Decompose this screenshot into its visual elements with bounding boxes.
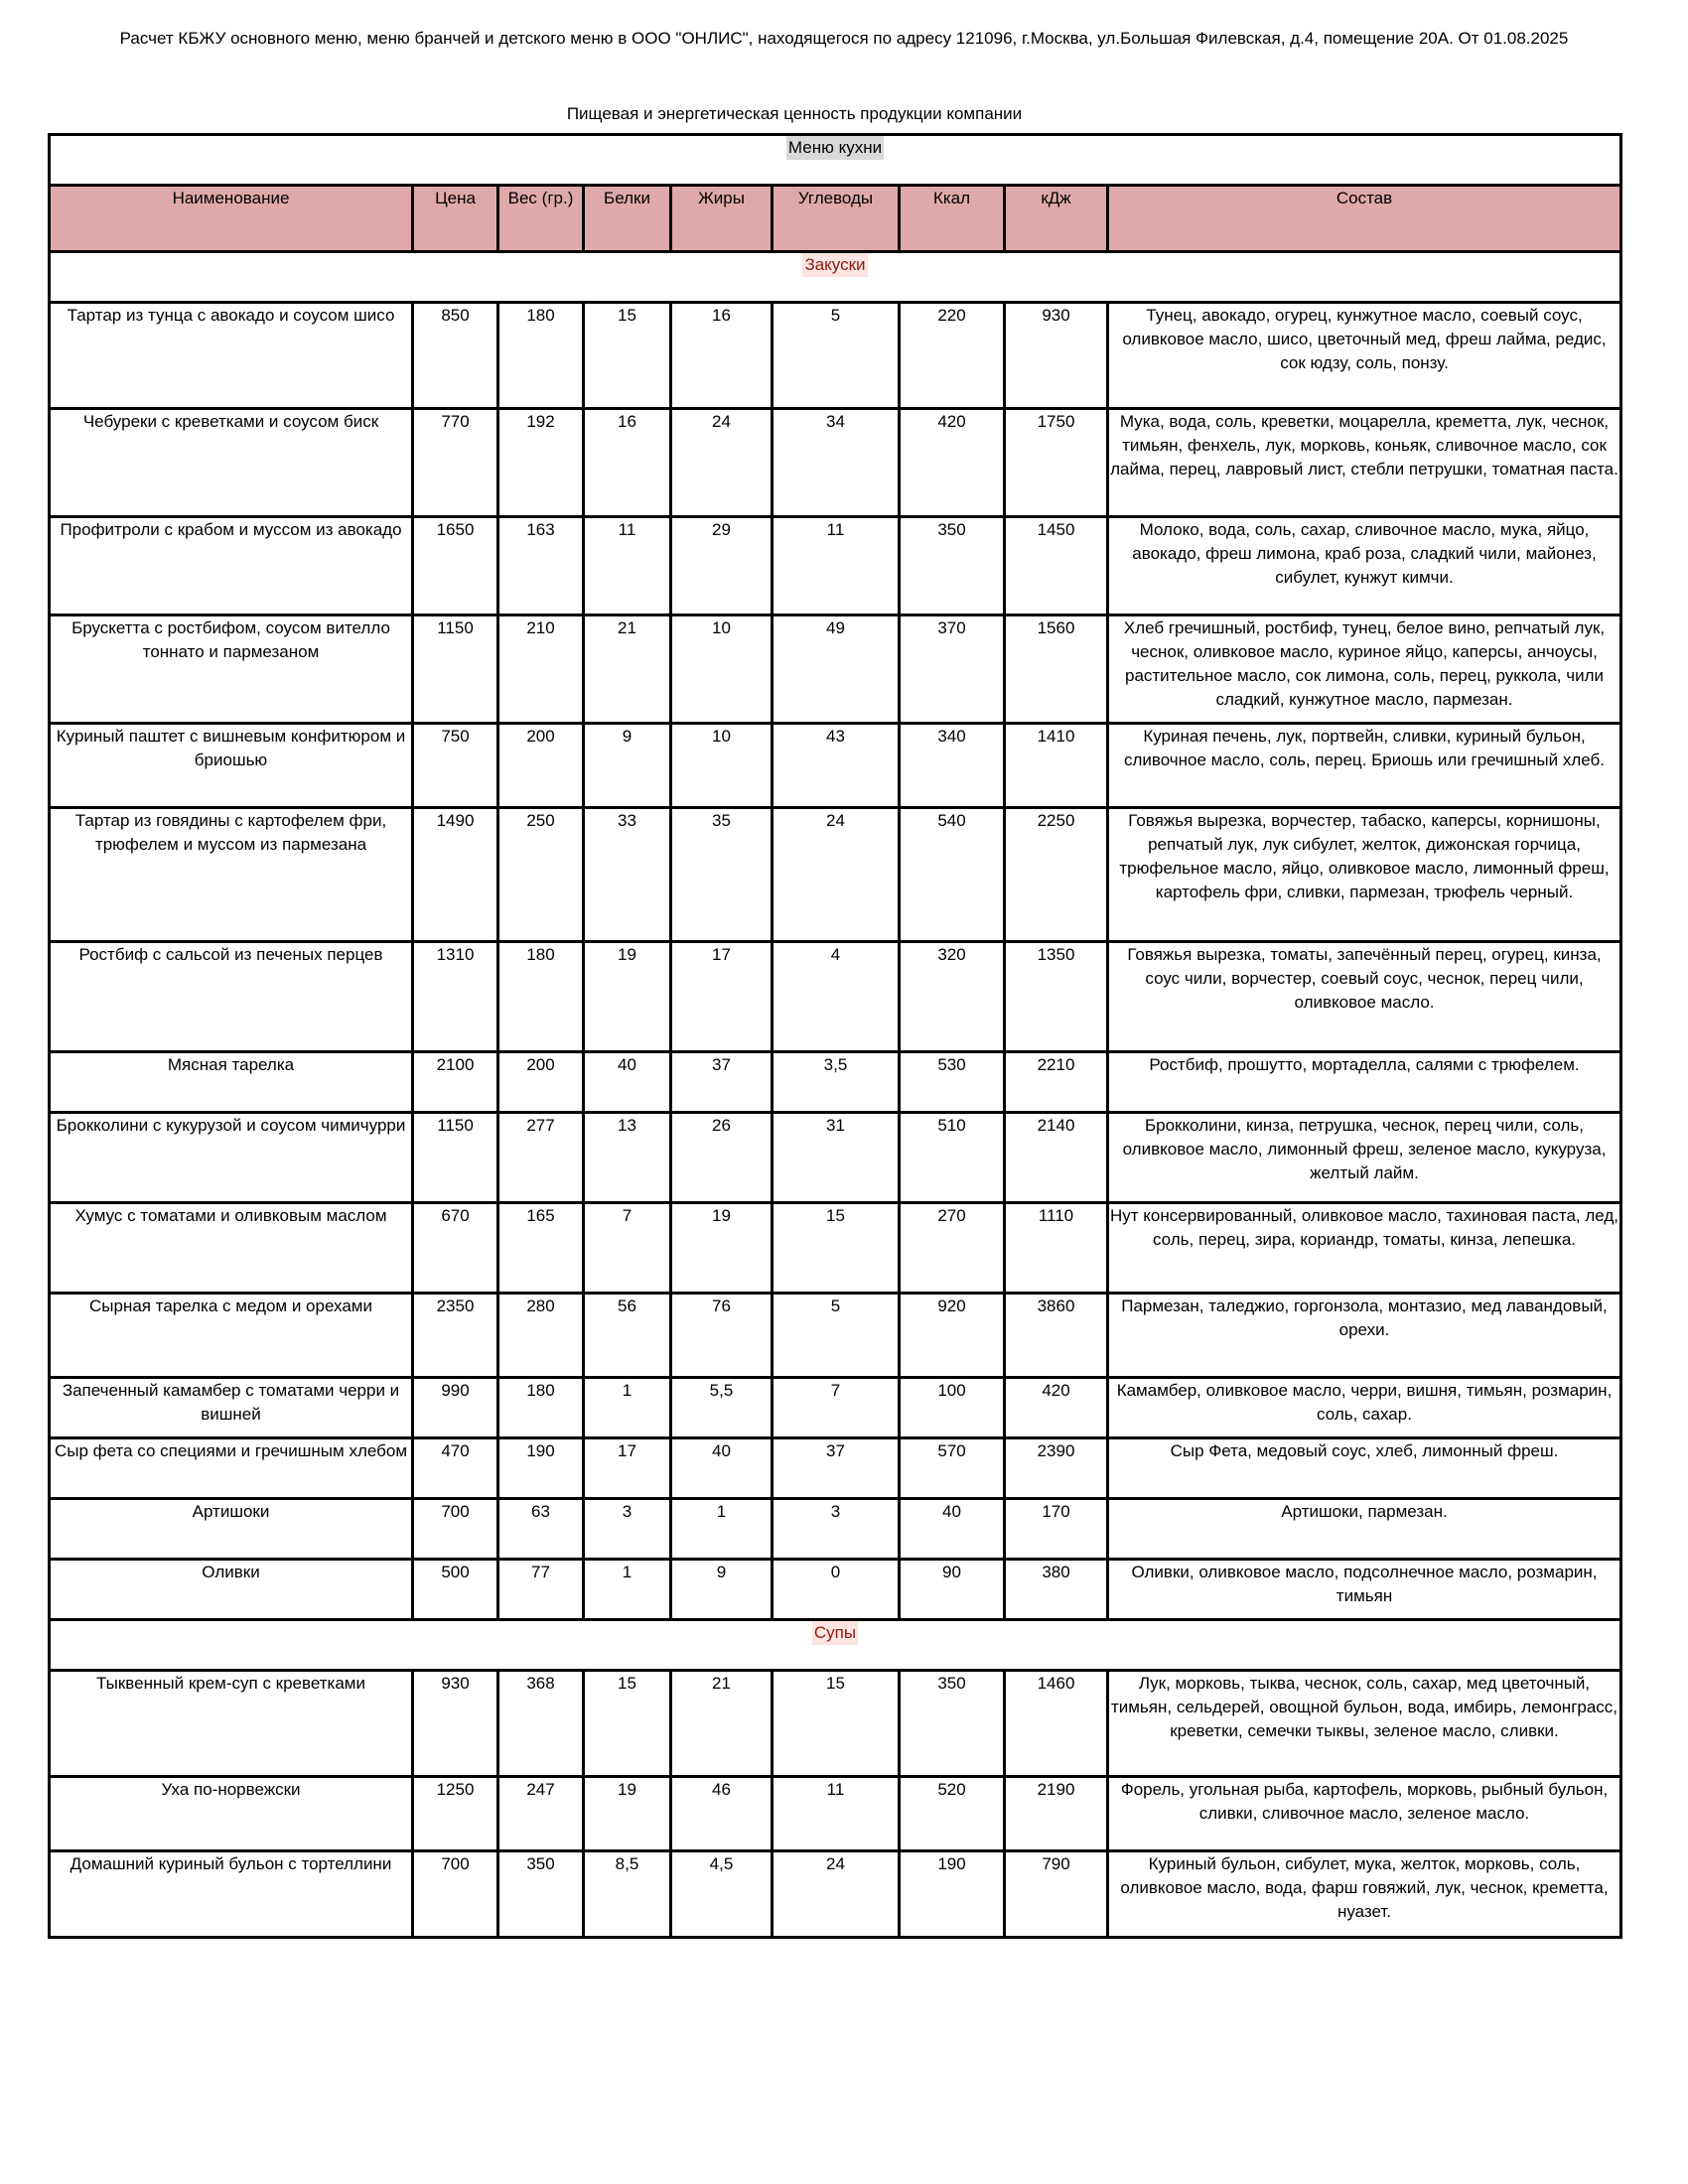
cell-carbs: 5 [773,303,900,409]
cell-kcal: 350 [900,517,1005,615]
cell-weight: 165 [498,1203,584,1294]
cell-name: Тартар из тунца с авокадо и соусом шисо [50,303,413,409]
cell-price: 770 [413,409,498,517]
cell-protein: 16 [584,409,671,517]
cell-kcal: 190 [900,1851,1005,1938]
cell-kcal: 320 [900,942,1005,1052]
cell-protein: 1 [584,1560,671,1620]
cell-name: Запеченный камамбер с томатами черри и вишней [50,1378,413,1438]
cell-weight: 63 [498,1499,584,1560]
table-row [50,517,1621,615]
cell-fat: 29 [671,517,773,615]
header-carbs: Углеводы [773,186,900,252]
cell-weight: 192 [498,409,584,517]
cell-weight: 280 [498,1294,584,1378]
cell-weight: 350 [498,1851,584,1938]
cell-weight: 200 [498,1052,584,1113]
cell-protein: 17 [584,1438,671,1499]
cell-composition: Форель, угольная рыба, картофель, морковь, рыбный бульон, сливки, сливочное масло, зеленое масло. [1108,1777,1621,1851]
cell-price: 1150 [413,615,498,724]
table-row [50,1438,1621,1499]
cell-carbs: 49 [773,615,900,724]
cell-weight: 77 [498,1560,584,1620]
cell-carbs: 34 [773,409,900,517]
cell-carbs: 43 [773,724,900,808]
cell-name: Домашний куриный бульон с тортеллини [50,1851,413,1938]
cell-name: Куриный паштет с вишневым конфитюром и бриошью [50,724,413,808]
cell-carbs: 0 [773,1560,900,1620]
cell-kj: 2140 [1005,1113,1108,1203]
cell-carbs: 15 [773,1671,900,1777]
cell-kcal: 520 [900,1777,1005,1851]
cell-composition: Молоко, вода, соль, сахар, сливочное масло, мука, яйцо, авокадо, фреш лимона, краб роза, сладкий чили, майонез, сибулет, кунжут кимчи. [1108,517,1621,615]
table-row [50,1378,1621,1438]
cell-carbs: 5 [773,1294,900,1378]
cell-price: 2350 [413,1294,498,1378]
header-name: Наименование [50,186,413,252]
header-price: Цена [413,186,498,252]
cell-fat: 21 [671,1671,773,1777]
cell-weight: 368 [498,1671,584,1777]
cell-fat: 10 [671,615,773,724]
cell-name: Чебуреки с креветками и соусом биск [50,409,413,517]
cell-protein: 21 [584,615,671,724]
table-row [50,1851,1621,1938]
cell-composition: Мука, вода, соль, креветки, моцарелла, креметта, лук, чеснок, тимьян, фенхель, лук, морковь, коньяк, сливочное масло, сок лайма, перец, лавровый лист, стебли петрушки, томатная паста. [1108,409,1621,517]
cell-kj: 2190 [1005,1777,1108,1851]
table-row [50,1052,1621,1113]
cell-composition: Говяжья вырезка, томаты, запечённый перец, огурец, кинза, соус чили, ворчестер, соевый соус, чеснок, перец чили, оливковое масло. [1108,942,1621,1052]
cell-carbs: 4 [773,942,900,1052]
cell-weight: 180 [498,1378,584,1438]
cell-protein: 8,5 [584,1851,671,1938]
cell-fat: 35 [671,808,773,942]
cell-protein: 9 [584,724,671,808]
cell-fat: 16 [671,303,773,409]
table-row [50,1671,1621,1777]
cell-fat: 26 [671,1113,773,1203]
cell-name: Тыквенный крем-суп с креветками [50,1671,413,1777]
cell-composition: Хлеб гречишный, ростбиф, тунец, белое вино, репчатый лук, чеснок, оливковое масло, куриное яйцо, каперсы, анчоусы, растительное масло, сок лимона, соль, перец, руккола, чили сладкий, кунжутное масло, пармезан. [1108,615,1621,724]
table-row [50,303,1621,409]
cell-protein: 56 [584,1294,671,1378]
cell-protein: 33 [584,808,671,942]
cell-price: 1650 [413,517,498,615]
cell-name: Ростбиф с сальсой из печеных перцев [50,942,413,1052]
cell-price: 1250 [413,1777,498,1851]
cell-composition: Ростбиф, прошутто, мортаделла, салями с трюфелем. [1108,1052,1621,1113]
cell-protein: 15 [584,303,671,409]
cell-carbs: 24 [773,808,900,942]
cell-composition: Сыр Фета, медовый соус, хлеб, лимонный фреш. [1108,1438,1621,1499]
cell-protein: 15 [584,1671,671,1777]
cell-fat: 46 [671,1777,773,1851]
cell-fat: 37 [671,1052,773,1113]
cell-carbs: 11 [773,517,900,615]
cell-price: 500 [413,1560,498,1620]
cell-protein: 1 [584,1378,671,1438]
cell-composition: Оливки, оливковое масло, подсолнечное масло, розмарин, тимьян [1108,1560,1621,1620]
cell-protein: 13 [584,1113,671,1203]
cell-price: 1490 [413,808,498,942]
cell-protein: 40 [584,1052,671,1113]
cell-price: 850 [413,303,498,409]
cell-carbs: 3,5 [773,1052,900,1113]
cell-price: 990 [413,1378,498,1438]
header-protein: Белки [584,186,671,252]
cell-protein: 3 [584,1499,671,1560]
cell-kj: 1110 [1005,1203,1108,1294]
cell-composition: Нут консервированный, оливковое масло, тахиновая паста, лед, соль, перец, зира, кориандр, томаты, кинза, лепешка. [1108,1203,1621,1294]
nutrition-table [48,133,1622,1939]
section-title-cell [50,1620,1621,1671]
cell-kcal: 420 [900,409,1005,517]
cell-protein: 19 [584,942,671,1052]
cell-fat: 5,5 [671,1378,773,1438]
cell-kcal: 570 [900,1438,1005,1499]
header-composition: Состав [1108,186,1621,252]
cell-weight: 210 [498,615,584,724]
cell-kcal: 340 [900,724,1005,808]
cell-weight: 250 [498,808,584,942]
cell-name: Оливки [50,1560,413,1620]
menu-title-row [50,135,1621,186]
document-title: Расчет КБЖУ основного меню, меню бранчей и детского меню в ООО "ОНЛИС", находящегося по адресу 121096, г.Москва, ул.Большая Филевская, д.4, помещение 20А. От 01.08.2025 [119,29,1569,48]
cell-weight: 163 [498,517,584,615]
cell-kj: 3860 [1005,1294,1108,1378]
cell-price: 2100 [413,1052,498,1113]
cell-composition: Брокколини, кинза, петрушка, чеснок, перец чили, соль, оливковое масло, лимонный фреш, зеленое масло, кукуруза, желтый лайм. [1108,1113,1621,1203]
cell-carbs: 3 [773,1499,900,1560]
cell-kj: 1560 [1005,615,1108,724]
cell-kcal: 350 [900,1671,1005,1777]
cell-name: Сыр фета со специями и гречишным хлебом [50,1438,413,1499]
cell-kj: 2210 [1005,1052,1108,1113]
table-row [50,1113,1621,1203]
cell-fat: 40 [671,1438,773,1499]
cell-carbs: 11 [773,1777,900,1851]
cell-kj: 2390 [1005,1438,1108,1499]
cell-price: 1310 [413,942,498,1052]
cell-carbs: 37 [773,1438,900,1499]
cell-fat: 9 [671,1560,773,1620]
cell-fat: 76 [671,1294,773,1378]
cell-composition: Камамбер, оливковое масло, черри, вишня, тимьян, розмарин, соль, сахар. [1108,1378,1621,1438]
cell-fat: 24 [671,409,773,517]
cell-kj: 1750 [1005,409,1108,517]
menu-title: Меню кухни [786,136,884,160]
table-row [50,1560,1621,1620]
cell-carbs: 7 [773,1378,900,1438]
header-kcal: Ккал [900,186,1005,252]
cell-kcal: 100 [900,1378,1005,1438]
cell-kj: 1460 [1005,1671,1108,1777]
cell-kcal: 530 [900,1052,1005,1113]
cell-weight: 190 [498,1438,584,1499]
cell-fat: 17 [671,942,773,1052]
cell-protein: 19 [584,1777,671,1851]
table-row [50,1294,1621,1378]
cell-weight: 180 [498,303,584,409]
cell-weight: 277 [498,1113,584,1203]
section-title-cell [50,252,1621,303]
cell-composition: Лук, морковь, тыква, чеснок, соль, сахар, мед цветочный, тимьян, сельдерей, овощной бульон, вода, имбирь, лемонграсс, креветки, семечки тыквы, зеленое масло, сливки. [1108,1671,1621,1777]
table-row [50,1499,1621,1560]
cell-name: Тартар из говядины с картофелем фри, трюфелем и муссом из пармезана [50,808,413,942]
cell-composition: Тунец, авокадо, огурец, кунжутное масло, соевый соус, оливковое масло, шисо, цветочный мед, фреш лайма, редис, сок юдзу, соль, понзу. [1108,303,1621,409]
cell-kcal: 540 [900,808,1005,942]
cell-kj: 380 [1005,1560,1108,1620]
cell-fat: 10 [671,724,773,808]
cell-kcal: 920 [900,1294,1005,1378]
header-row [50,186,1621,252]
cell-kj: 1350 [1005,942,1108,1052]
cell-composition: Куриный бульон, сибулет, мука, желток, морковь, соль, оливковое масло, вода, фарш говяжий, лук, чеснок, креметта, нуазет. [1108,1851,1621,1938]
table-row [50,724,1621,808]
cell-composition: Артишоки, пармезан. [1108,1499,1621,1560]
cell-kj: 790 [1005,1851,1108,1938]
cell-kj: 420 [1005,1378,1108,1438]
table-caption: Пищевая и энергетическая ценность продукции компании [566,104,1023,123]
cell-name: Брускетта с ростбифом, соусом вителло тоннато и пармезаном [50,615,413,724]
cell-kj: 930 [1005,303,1108,409]
cell-price: 470 [413,1438,498,1499]
cell-composition: Говяжья вырезка, ворчестер, табаско, каперсы, корнишоны, репчатый лук, лук сибулет, желток, дижонская горчица, трюфельное масло, яйцо, оливковое масло, лимонный фреш, картофель фри, сливки, пармезан, трюфель черный. [1108,808,1621,942]
header-fat: Жиры [671,186,773,252]
cell-kj: 1410 [1005,724,1108,808]
cell-name: Мясная тарелка [50,1052,413,1113]
cell-weight: 247 [498,1777,584,1851]
cell-kcal: 510 [900,1113,1005,1203]
cell-fat: 1 [671,1499,773,1560]
section-title: Закуски [802,253,867,277]
cell-price: 670 [413,1203,498,1294]
cell-carbs: 31 [773,1113,900,1203]
cell-price: 750 [413,724,498,808]
cell-kj: 1450 [1005,517,1108,615]
cell-name: Брокколини с кукурузой и соусом чимичурри [50,1113,413,1203]
cell-name: Хумус с томатами и оливковым маслом [50,1203,413,1294]
cell-carbs: 24 [773,1851,900,1938]
cell-kj: 170 [1005,1499,1108,1560]
section-row [50,252,1621,303]
cell-kj: 2250 [1005,808,1108,942]
cell-kcal: 40 [900,1499,1005,1560]
cell-protein: 11 [584,517,671,615]
table-row [50,615,1621,724]
cell-name: Артишоки [50,1499,413,1560]
cell-kcal: 220 [900,303,1005,409]
table-row [50,1777,1621,1851]
header-kj: кДж [1005,186,1108,252]
table-row [50,1203,1621,1294]
table-row [50,942,1621,1052]
cell-price: 700 [413,1499,498,1560]
menu-title-cell [50,135,1621,186]
header-weight: Вес (гр.) [498,186,584,252]
cell-kcal: 370 [900,615,1005,724]
cell-carbs: 15 [773,1203,900,1294]
cell-weight: 200 [498,724,584,808]
section-row [50,1620,1621,1671]
cell-price: 930 [413,1671,498,1777]
cell-protein: 7 [584,1203,671,1294]
cell-kcal: 90 [900,1560,1005,1620]
section-title: Супы [812,1621,858,1645]
cell-fat: 19 [671,1203,773,1294]
cell-price: 1150 [413,1113,498,1203]
cell-kcal: 270 [900,1203,1005,1294]
cell-composition: Куриная печень, лук, портвейн, сливки, куриный бульон, сливочное масло, соль, перец. Бриошь или гречишный хлеб. [1108,724,1621,808]
cell-fat: 4,5 [671,1851,773,1938]
cell-composition: Пармезан, таледжио, горгонзола, монтазио, мед лавандовый, орехи. [1108,1294,1621,1378]
table-row [50,808,1621,942]
table-row [50,409,1621,517]
cell-price: 700 [413,1851,498,1938]
cell-name: Сырная тарелка с медом и орехами [50,1294,413,1378]
cell-name: Уха по-норвежски [50,1777,413,1851]
cell-name: Профитроли с крабом и муссом из авокадо [50,517,413,615]
cell-weight: 180 [498,942,584,1052]
